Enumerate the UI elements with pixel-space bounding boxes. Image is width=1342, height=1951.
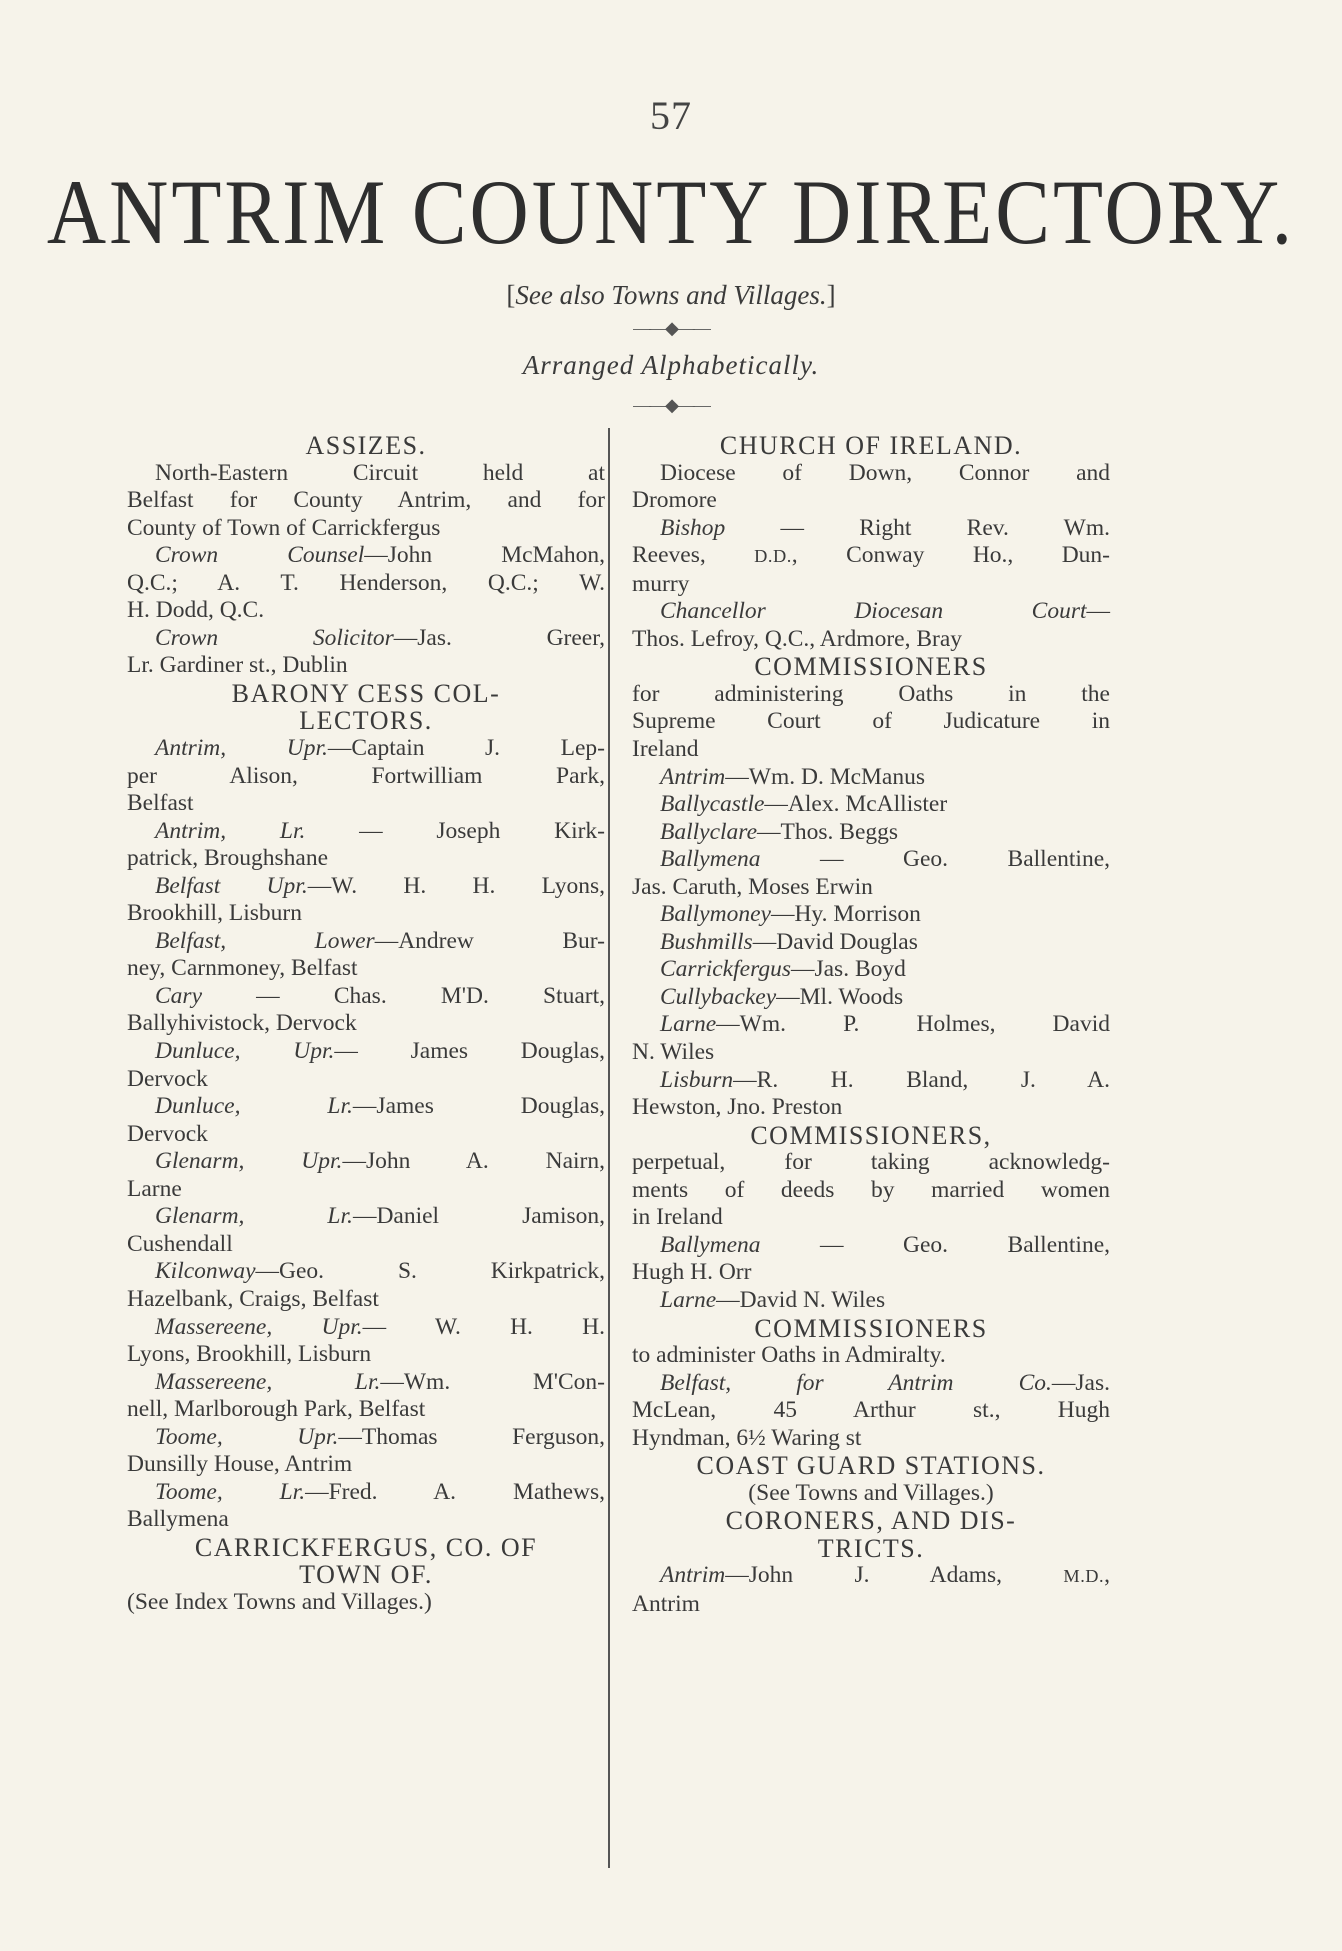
entry-label: Glenarm, Upr. (155, 1148, 343, 1175)
see-also-note (0, 280, 1342, 311)
entry-line (632, 1287, 1110, 1315)
entry-label: Kilconway (155, 1258, 256, 1285)
text-segment: Reeves, (632, 542, 755, 569)
entry-line (632, 1011, 1110, 1039)
text-line: Dromore (632, 487, 717, 514)
entry-line (632, 1232, 1110, 1260)
text-line: Larne (127, 1175, 182, 1202)
section-heading-commissioners: COMMISSIONERS (754, 652, 988, 682)
entry-text: —Daniel Jamison, (352, 1203, 605, 1230)
entry-label: Carrickfergus (660, 956, 791, 983)
entry-text: — James Douglas, (334, 1038, 605, 1065)
section-heading-coroners: TRICTS. (817, 1533, 925, 1563)
entry-label: Antrim, Upr. (155, 735, 328, 762)
entry-label: Belfast, Lower (155, 927, 375, 954)
entry-line (127, 542, 605, 570)
section-heading-commissioners-admiralty: COMMISSIONERS (754, 1313, 988, 1343)
text-line: Cushendall (127, 1230, 233, 1257)
text-line: Thos. Lefroy, Q.C., Ardmore, Bray (632, 625, 963, 652)
entry-label: Dunluce, Upr. (155, 1038, 335, 1065)
entry-text: —John J. Adams, (725, 1562, 1064, 1589)
entry-line (127, 1424, 605, 1452)
ornament-divider: ——◆—— (633, 318, 709, 338)
see-also-text: See also Towns and Villages. (515, 280, 827, 310)
entry-label: Crown Solicitor (155, 624, 394, 651)
entry-line (127, 1203, 605, 1231)
entry-text: — Geo. Ballentine, (760, 846, 1110, 873)
section-heading-assizes: ASSIZES. (305, 431, 427, 460)
entry-label: Antrim (660, 763, 726, 790)
entry-line (127, 625, 605, 653)
column-divider (608, 428, 610, 1868)
entry-label: Cary (155, 982, 202, 1009)
entry-label: Toome, Upr. (155, 1423, 339, 1450)
text-line: ments of deeds by married women (632, 1176, 1110, 1203)
section-heading-barony: BARONY CESS COL- (231, 678, 501, 708)
entry-text: —Jas. Boyd (790, 956, 906, 983)
entry-line (127, 1093, 605, 1121)
entry-label: Belfast Upr. (155, 872, 308, 899)
entry-line (632, 929, 1110, 957)
entry-line (632, 1370, 1110, 1398)
entry-label: Ballymoney (660, 901, 771, 928)
text-line: Hazelbank, Craigs, Belfast (127, 1285, 379, 1312)
text-line: McLean, 45 Arthur st., Hugh (632, 1397, 1110, 1424)
entry-line (632, 515, 1110, 543)
entry-text: —Fred. A. Mathews, (305, 1478, 605, 1505)
section-heading-carrickfergus: CARRICKFERGUS, CO. OF (194, 1532, 538, 1562)
text-line: Antrim (632, 1590, 700, 1617)
entry-line (632, 901, 1110, 929)
entry-line (127, 873, 605, 901)
text-line: North-Eastern Circuit held at (155, 459, 605, 486)
section-heading-church: CHURCH OF IRELAND. (719, 431, 1023, 460)
entry-text: , (1104, 1562, 1110, 1589)
entry-text: —Andrew Bur- (374, 927, 605, 954)
text-line: Belfast (127, 790, 194, 817)
text-line: Hugh H. Orr (632, 1259, 752, 1286)
entry-line (127, 928, 605, 956)
entry-text: — (1086, 598, 1110, 625)
entry-line (127, 1369, 605, 1397)
entry-text: —Wm. D. McManus (725, 763, 926, 790)
text-line: Brookhill, Lisburn (127, 900, 302, 927)
text-line: in Ireland (632, 1204, 723, 1231)
text-line: perpetual, for taking acknowledg- (632, 1149, 1110, 1176)
entry-line (632, 846, 1110, 874)
entry-text: —Wm. M'Con- (380, 1368, 605, 1395)
entry-line (127, 818, 605, 846)
text-line: Lyons, Brookhill, Lisburn (127, 1341, 372, 1368)
entry-text: — Right Rev. Wm. (725, 514, 1110, 541)
text-line: Ireland (632, 736, 699, 763)
cross-reference-note: (See Index Towns and Villages.) (127, 1588, 432, 1615)
entry-text: —Thos. Beggs (757, 818, 899, 845)
text-line: Diocese of Down, Connor and (660, 459, 1110, 486)
left-column (127, 432, 605, 1617)
text-line: murry (632, 570, 690, 597)
entry-label: Ballymena (660, 1231, 761, 1258)
entry-label: Antrim (660, 1562, 726, 1589)
degree-abbrev: M.D. (1063, 1566, 1105, 1587)
ornament-divider: ——◆—— (633, 395, 709, 415)
entry-line (127, 1258, 605, 1286)
page-number: 57 (650, 93, 692, 138)
text-line: per Alison, Fortwilliam Park, (127, 762, 605, 789)
section-heading-coroners: CORONERS, AND DIS- (725, 1506, 1017, 1536)
bracket-close: ] (826, 280, 836, 310)
entry-label: Massereene, Lr. (155, 1368, 381, 1395)
text-line: Ballyhivistock, Dervock (127, 1010, 357, 1037)
text-line: Dunsilly House, Antrim (127, 1451, 353, 1478)
entry-label: Crown Counsel (155, 542, 365, 569)
entry-line (632, 1562, 1110, 1591)
entry-text: —Thomas Ferguson, (338, 1423, 605, 1450)
text-line: Lr. Gardiner st., Dublin (127, 652, 348, 679)
entry-line (127, 983, 605, 1011)
entry-line (127, 1148, 605, 1176)
page-title: ANTRIM COUNTY DIRECTORY. (46, 161, 1296, 264)
entry-label: Glenarm, Lr. (155, 1203, 353, 1230)
entry-text: —W. H. H. Lyons, (307, 872, 606, 899)
cross-reference-note: (See Towns and Villages.) (748, 1479, 994, 1506)
text-line: for administering Oaths in the (632, 680, 1110, 707)
entry-label: Lisburn (660, 1066, 734, 1093)
entry-line (127, 1038, 605, 1066)
entry-label: Massereene, Upr. (155, 1313, 363, 1340)
entry-label: Bishop (660, 514, 726, 541)
entry-text: —Wm. P. Holmes, David (716, 1011, 1110, 1038)
entry-line (632, 984, 1110, 1012)
entry-label: Ballyclare (660, 818, 758, 845)
entry-label: Belfast, for Antrim Co. (660, 1369, 1052, 1396)
text-line: Dervock (127, 1120, 208, 1147)
text-line: Dervock (127, 1065, 208, 1092)
entry-line (632, 791, 1110, 819)
entry-line (127, 1479, 605, 1507)
entry-text: — Chas. M'D. Stuart, (202, 982, 605, 1009)
text-segment: , Conway Ho., Dun- (791, 542, 1110, 569)
entry-text: —David Douglas (752, 928, 918, 955)
text-line: Q.C.; A. T. Henderson, Q.C.; W. (127, 569, 605, 596)
entry-text: —James Douglas, (352, 1093, 605, 1120)
text-line: County of Town of Carrickfergus (127, 514, 441, 541)
entry-text: — W. H. H. (362, 1313, 606, 1340)
section-heading-coast-guard: COAST GUARD STATIONS. (696, 1451, 1046, 1481)
entry-text: —Jas. Greer, (393, 624, 605, 651)
arranged-note: Arranged Alphabetically. (522, 350, 820, 380)
entry-text: —John McMahon, (364, 542, 606, 569)
entry-line (632, 764, 1110, 792)
entry-label: Antrim, Lr. (155, 817, 306, 844)
text-line: patrick, Broughshane (127, 845, 329, 872)
bracket-open: [ (506, 280, 516, 310)
section-heading-barony: LECTORS. (299, 706, 433, 736)
entry-text: —Jas. (1051, 1369, 1110, 1396)
entry-label: Ballymena (660, 846, 761, 873)
text-line (632, 542, 1110, 571)
entry-label: Larne (660, 1011, 717, 1038)
text-line: Hewston, Jno. Preston (632, 1094, 843, 1121)
entry-text: —R. H. Bland, J. A. (733, 1066, 1110, 1093)
text-line: N. Wiles (632, 1039, 715, 1066)
entry-label: Larne (660, 1286, 717, 1313)
entry-label: Cullybackey (660, 983, 777, 1010)
entry-text: — Geo. Ballentine, (760, 1231, 1110, 1258)
entry-label: Dunluce, Lr. (155, 1093, 353, 1120)
entry-label: Toome, Lr. (155, 1478, 306, 1505)
entry-label: Chancellor Diocesan Court (660, 598, 1087, 625)
entry-text: —Ml. Woods (776, 983, 904, 1010)
degree-abbrev: D.D. (754, 546, 792, 567)
text-line: Hyndman, 6½ Waring st (632, 1424, 862, 1451)
entry-label: Bushmills (660, 928, 753, 955)
text-line: Belfast for County Antrim, and for (127, 487, 605, 514)
entry-line (632, 819, 1110, 847)
text-line: Ballymena (127, 1506, 229, 1533)
text-line: ney, Carnmoney, Belfast (127, 955, 358, 982)
entry-text: — Joseph Kirk- (305, 817, 606, 844)
text-line: Supreme Court of Judicature in (632, 708, 1110, 735)
entry-line (632, 956, 1110, 984)
entry-line (632, 1067, 1110, 1095)
entry-text: —Captain J. Lep- (327, 735, 605, 762)
entry-label: Ballycastle (660, 791, 765, 818)
entry-text: —David N. Wiles (716, 1286, 886, 1313)
section-heading-carrickfergus: TOWN OF. (299, 1560, 433, 1590)
entry-text: —Hy. Morrison (770, 901, 921, 928)
entry-text: —Geo. S. Kirkpatrick, (255, 1258, 605, 1285)
text-line: Jas. Caruth, Moses Erwin (632, 873, 873, 900)
text-line: H. Dodd, Q.C. (127, 597, 265, 624)
text-line: to administer Oaths in Admiralty. (632, 1342, 946, 1369)
entry-line (632, 598, 1110, 626)
right-column (632, 432, 1110, 1619)
text-line: nell, Marlborough Park, Belfast (127, 1396, 426, 1423)
entry-line (127, 1314, 605, 1342)
entry-text: —Alex. McAllister (764, 791, 948, 818)
entry-text: —John A. Nairn, (342, 1148, 606, 1175)
entry-line (127, 735, 605, 763)
section-heading-commissioners-perpetual: COMMISSIONERS, (750, 1120, 992, 1150)
